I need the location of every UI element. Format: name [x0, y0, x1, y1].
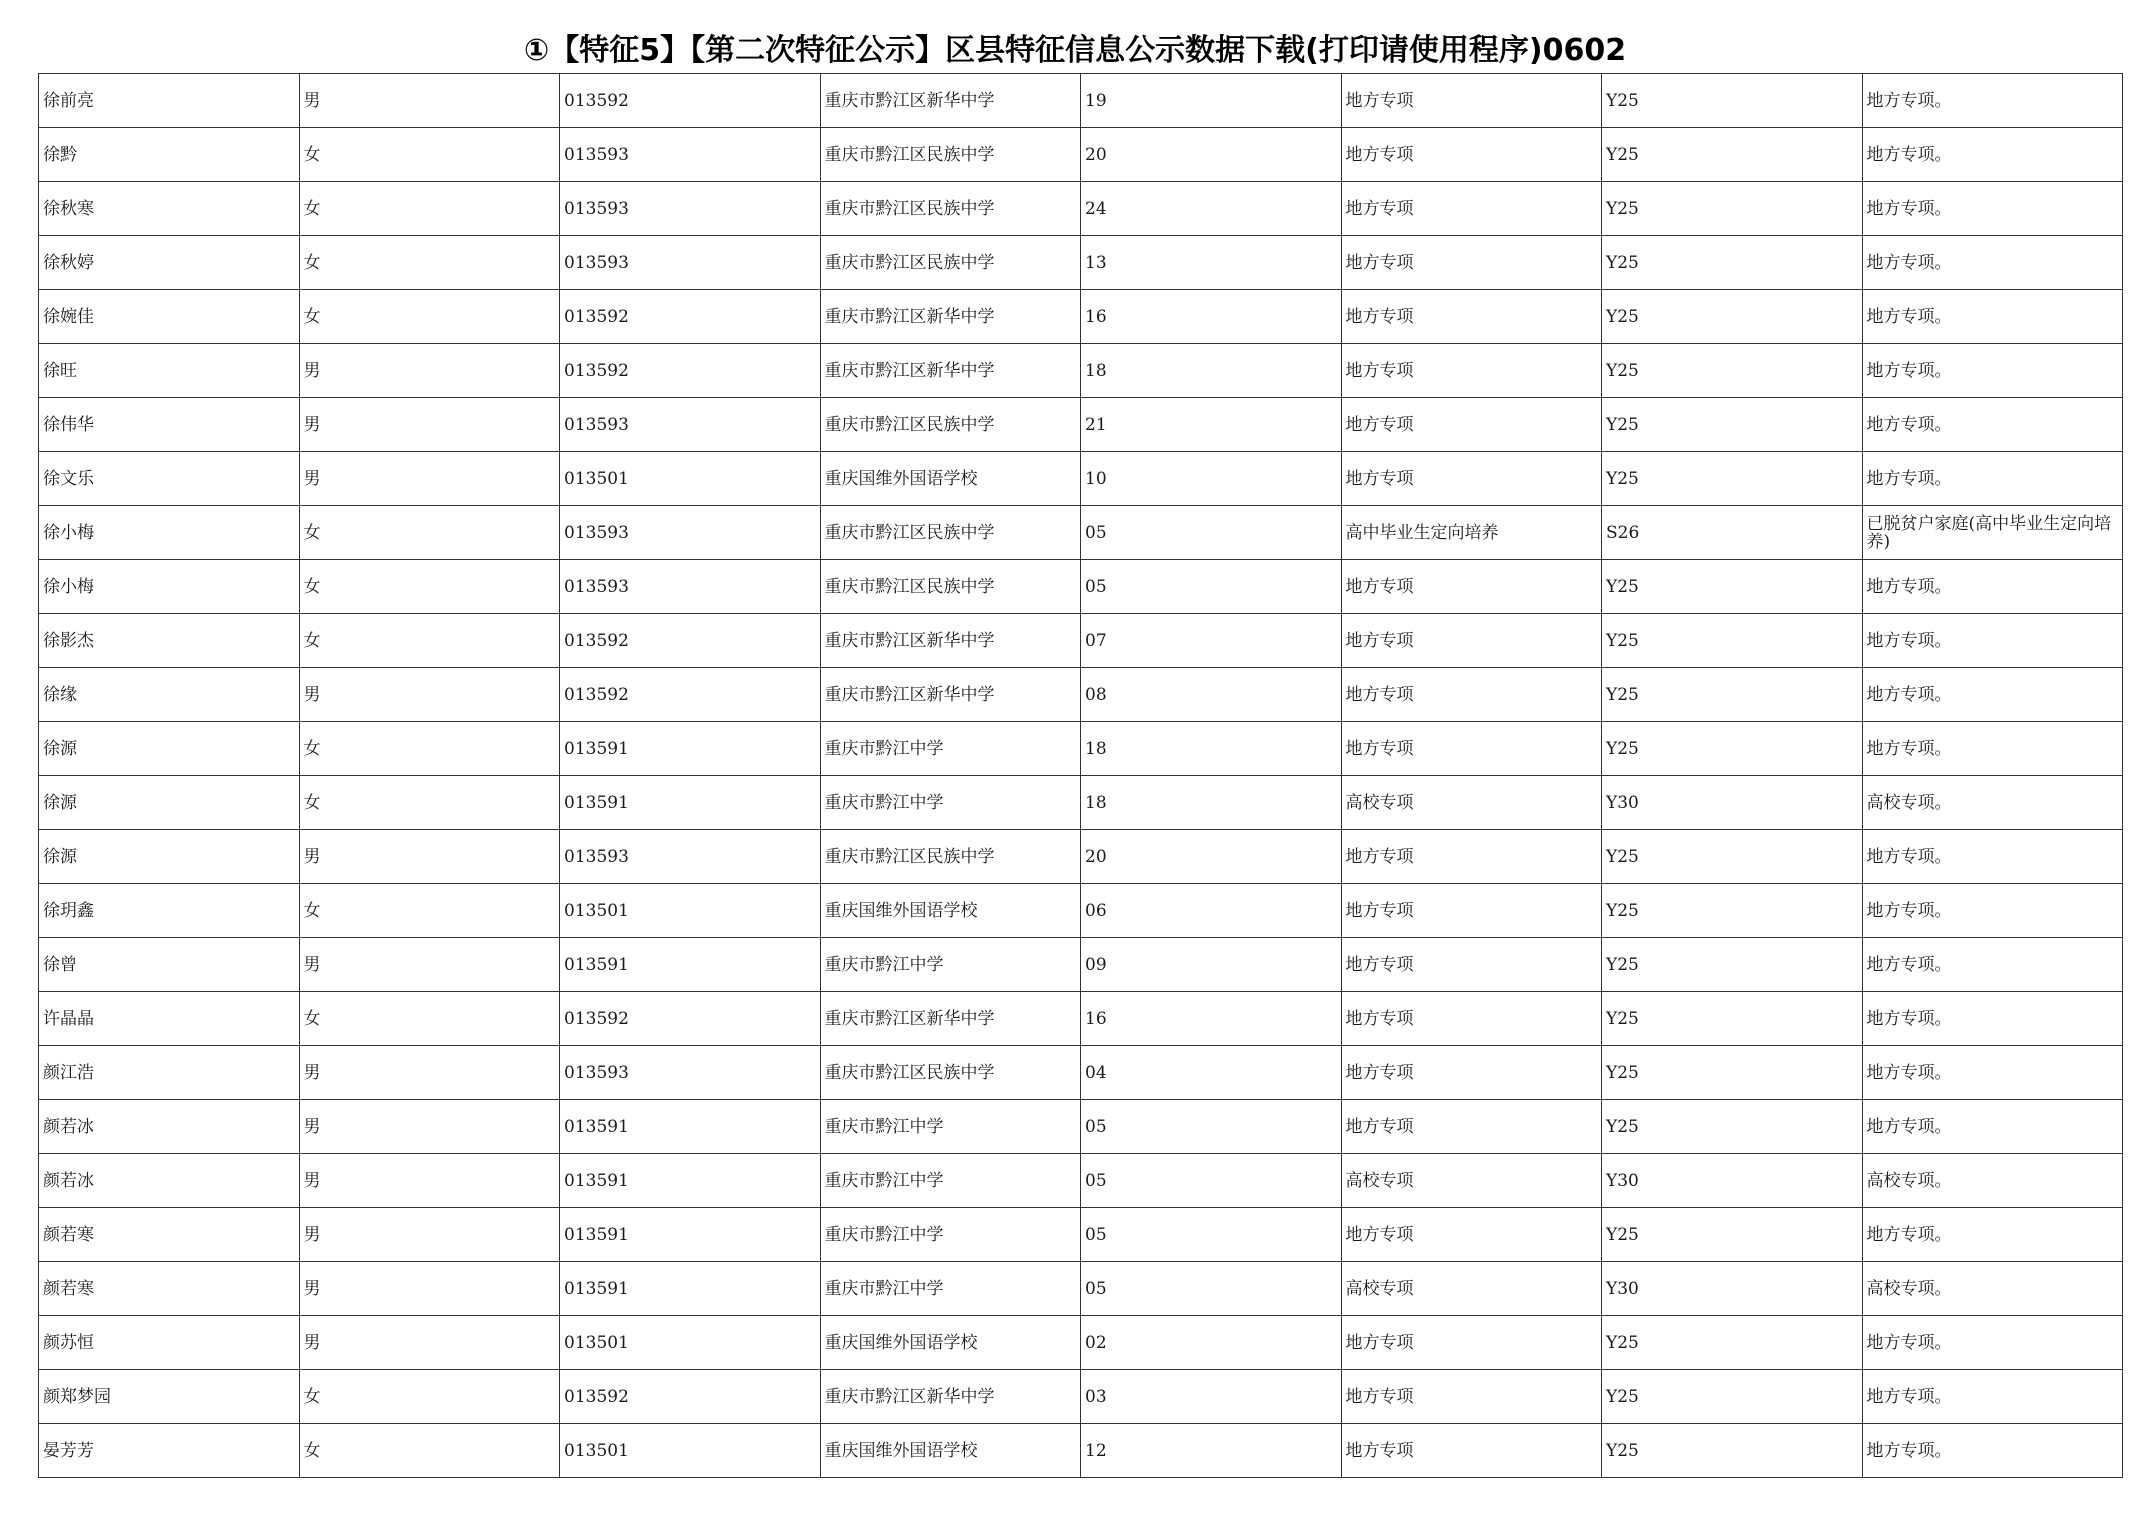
school-code-cell: 013592 — [560, 614, 821, 668]
table-row — [39, 1370, 2123, 1424]
school-code-cell: 013501 — [560, 452, 821, 506]
school-code-cell: 013593 — [560, 560, 821, 614]
table-row — [39, 776, 2123, 830]
school-code-cell: 013591 — [560, 1262, 821, 1316]
category-cell: 地方专项 — [1341, 1208, 1602, 1262]
school-name-cell: 重庆国维外国语学校 — [820, 1316, 1081, 1370]
remark-cell: 地方专项。 — [1862, 1046, 2123, 1100]
name-cell: 颜郑梦园 — [39, 1370, 300, 1424]
category-cell: 地方专项 — [1341, 74, 1602, 128]
category-cell: 地方专项 — [1341, 398, 1602, 452]
gender-cell: 女 — [299, 884, 560, 938]
page-title: ①【特征5】【第二次特征公示】区县特征信息公示数据下载(打印请使用程序)0602 — [523, 33, 1627, 68]
school-code-cell: 013592 — [560, 668, 821, 722]
school-name-cell: 重庆市黔江区民族中学 — [820, 830, 1081, 884]
remark-cell: 地方专项。 — [1862, 452, 2123, 506]
name-cell: 徐小梅 — [39, 560, 300, 614]
table-row — [39, 1100, 2123, 1154]
remark-cell: 地方专项。 — [1862, 128, 2123, 182]
code-cell: Y25 — [1602, 722, 1863, 776]
category-cell: 高中毕业生定向培养 — [1341, 506, 1602, 560]
category-cell: 地方专项 — [1341, 992, 1602, 1046]
remark-cell: 地方专项。 — [1862, 722, 2123, 776]
name-cell: 颜若寒 — [39, 1208, 300, 1262]
school-name-cell: 重庆市黔江区民族中学 — [820, 506, 1081, 560]
school-name-cell: 重庆市黔江区民族中学 — [820, 128, 1081, 182]
school-code-cell: 013593 — [560, 506, 821, 560]
gender-cell: 女 — [299, 992, 560, 1046]
gender-cell: 女 — [299, 560, 560, 614]
code-cell: Y25 — [1602, 668, 1863, 722]
table-row — [39, 506, 2123, 560]
name-cell: 徐秋婷 — [39, 236, 300, 290]
school-name-cell: 重庆市黔江区新华中学 — [820, 74, 1081, 128]
school-name-cell: 重庆国维外国语学校 — [820, 884, 1081, 938]
remark-cell: 地方专项。 — [1862, 1370, 2123, 1424]
class-cell: 05 — [1081, 1154, 1342, 1208]
table-row — [39, 1262, 2123, 1316]
class-cell: 08 — [1081, 668, 1342, 722]
name-cell: 许晶晶 — [39, 992, 300, 1046]
class-cell: 09 — [1081, 938, 1342, 992]
school-code-cell: 013593 — [560, 1046, 821, 1100]
code-cell: Y25 — [1602, 884, 1863, 938]
table-row — [39, 236, 2123, 290]
class-cell: 05 — [1081, 506, 1342, 560]
code-cell: Y25 — [1602, 1208, 1863, 1262]
class-cell: 03 — [1081, 1370, 1342, 1424]
category-cell: 高校专项 — [1341, 1154, 1602, 1208]
school-code-cell: 013592 — [560, 74, 821, 128]
school-name-cell: 重庆国维外国语学校 — [820, 1424, 1081, 1478]
remark-cell: 地方专项。 — [1862, 344, 2123, 398]
table-row — [39, 1154, 2123, 1208]
category-cell: 地方专项 — [1341, 452, 1602, 506]
school-code-cell: 013591 — [560, 1154, 821, 1208]
name-cell: 晏芳芳 — [39, 1424, 300, 1478]
table-row — [39, 830, 2123, 884]
code-cell: Y25 — [1602, 1046, 1863, 1100]
table-row — [39, 560, 2123, 614]
gender-cell: 男 — [299, 1046, 560, 1100]
school-code-cell: 013591 — [560, 1208, 821, 1262]
remark-cell: 地方专项。 — [1862, 290, 2123, 344]
name-cell: 徐影杰 — [39, 614, 300, 668]
category-cell: 地方专项 — [1341, 1316, 1602, 1370]
class-cell: 18 — [1081, 722, 1342, 776]
class-cell: 16 — [1081, 290, 1342, 344]
school-name-cell: 重庆市黔江区民族中学 — [820, 560, 1081, 614]
school-code-cell: 013592 — [560, 1370, 821, 1424]
gender-cell: 男 — [299, 1208, 560, 1262]
category-cell: 地方专项 — [1341, 182, 1602, 236]
table-row — [39, 992, 2123, 1046]
remark-cell: 地方专项。 — [1862, 668, 2123, 722]
name-cell: 徐旺 — [39, 344, 300, 398]
category-cell: 地方专项 — [1341, 290, 1602, 344]
category-cell: 地方专项 — [1341, 830, 1602, 884]
school-code-cell: 013592 — [560, 290, 821, 344]
name-cell: 徐玥鑫 — [39, 884, 300, 938]
category-cell: 地方专项 — [1341, 344, 1602, 398]
table-row — [39, 182, 2123, 236]
school-code-cell: 013591 — [560, 1100, 821, 1154]
class-cell: 18 — [1081, 776, 1342, 830]
class-cell: 05 — [1081, 1208, 1342, 1262]
gender-cell: 男 — [299, 398, 560, 452]
gender-cell: 男 — [299, 452, 560, 506]
gender-cell: 女 — [299, 128, 560, 182]
class-cell: 20 — [1081, 830, 1342, 884]
name-cell: 徐文乐 — [39, 452, 300, 506]
table-row — [39, 1424, 2123, 1478]
school-name-cell: 重庆市黔江区民族中学 — [820, 236, 1081, 290]
code-cell: Y25 — [1602, 398, 1863, 452]
remark-cell: 地方专项。 — [1862, 74, 2123, 128]
table-row — [39, 668, 2123, 722]
remark-cell: 地方专项。 — [1862, 938, 2123, 992]
class-cell: 19 — [1081, 74, 1342, 128]
table-row — [39, 128, 2123, 182]
category-cell: 地方专项 — [1341, 884, 1602, 938]
class-cell: 02 — [1081, 1316, 1342, 1370]
code-cell: Y25 — [1602, 1424, 1863, 1478]
school-name-cell: 重庆市黔江区新华中学 — [820, 290, 1081, 344]
gender-cell: 男 — [299, 1262, 560, 1316]
name-cell: 徐黔 — [39, 128, 300, 182]
remark-cell: 地方专项。 — [1862, 560, 2123, 614]
school-code-cell: 013501 — [560, 1424, 821, 1478]
gender-cell: 男 — [299, 344, 560, 398]
table-row — [39, 614, 2123, 668]
table-row — [39, 74, 2123, 128]
code-cell: Y25 — [1602, 344, 1863, 398]
table-row — [39, 1208, 2123, 1262]
gender-cell: 女 — [299, 1424, 560, 1478]
school-name-cell: 重庆市黔江区新华中学 — [820, 992, 1081, 1046]
table-row — [39, 938, 2123, 992]
class-cell: 16 — [1081, 992, 1342, 1046]
category-cell: 地方专项 — [1341, 668, 1602, 722]
school-name-cell: 重庆市黔江中学 — [820, 1262, 1081, 1316]
gender-cell: 女 — [299, 614, 560, 668]
category-cell: 地方专项 — [1341, 1370, 1602, 1424]
name-cell: 颜江浩 — [39, 1046, 300, 1100]
class-cell: 05 — [1081, 560, 1342, 614]
gender-cell: 女 — [299, 776, 560, 830]
name-cell: 颜苏恒 — [39, 1316, 300, 1370]
gender-cell: 女 — [299, 722, 560, 776]
remark-cell: 地方专项。 — [1862, 398, 2123, 452]
school-name-cell: 重庆市黔江区新华中学 — [820, 614, 1081, 668]
name-cell: 颜若寒 — [39, 1262, 300, 1316]
gender-cell: 女 — [299, 290, 560, 344]
name-cell: 徐曾 — [39, 938, 300, 992]
category-cell: 地方专项 — [1341, 938, 1602, 992]
name-cell: 徐婉佳 — [39, 290, 300, 344]
school-name-cell: 重庆市黔江区新华中学 — [820, 668, 1081, 722]
category-cell: 高校专项 — [1341, 776, 1602, 830]
class-cell: 13 — [1081, 236, 1342, 290]
gender-cell: 女 — [299, 182, 560, 236]
class-cell: 21 — [1081, 398, 1342, 452]
remark-cell: 高校专项。 — [1862, 1154, 2123, 1208]
category-cell: 地方专项 — [1341, 236, 1602, 290]
school-code-cell: 013591 — [560, 776, 821, 830]
school-name-cell: 重庆市黔江中学 — [820, 776, 1081, 830]
school-name-cell: 重庆市黔江区新华中学 — [820, 1370, 1081, 1424]
school-code-cell: 013593 — [560, 128, 821, 182]
class-cell: 05 — [1081, 1100, 1342, 1154]
name-cell: 颜若冰 — [39, 1100, 300, 1154]
code-cell: Y25 — [1602, 992, 1863, 1046]
gender-cell: 男 — [299, 830, 560, 884]
school-code-cell: 013593 — [560, 830, 821, 884]
code-cell: Y25 — [1602, 128, 1863, 182]
school-code-cell: 013591 — [560, 722, 821, 776]
category-cell: 地方专项 — [1341, 1046, 1602, 1100]
class-cell: 10 — [1081, 452, 1342, 506]
category-cell: 高校专项 — [1341, 1262, 1602, 1316]
category-cell: 地方专项 — [1341, 614, 1602, 668]
gender-cell: 女 — [299, 236, 560, 290]
data-table — [38, 73, 2123, 1478]
school-name-cell: 重庆市黔江中学 — [820, 1100, 1081, 1154]
gender-cell: 男 — [299, 668, 560, 722]
remark-cell: 地方专项。 — [1862, 614, 2123, 668]
school-name-cell: 重庆市黔江中学 — [820, 1154, 1081, 1208]
code-cell: Y25 — [1602, 290, 1863, 344]
remark-cell: 地方专项。 — [1862, 884, 2123, 938]
remark-cell: 高校专项。 — [1862, 1262, 2123, 1316]
category-cell: 地方专项 — [1341, 1424, 1602, 1478]
code-cell: Y25 — [1602, 1100, 1863, 1154]
school-name-cell: 重庆市黔江中学 — [820, 938, 1081, 992]
category-cell: 地方专项 — [1341, 1100, 1602, 1154]
school-code-cell: 013591 — [560, 938, 821, 992]
code-cell: Y25 — [1602, 560, 1863, 614]
code-cell: Y25 — [1602, 1316, 1863, 1370]
remark-cell: 地方专项。 — [1862, 992, 2123, 1046]
gender-cell: 男 — [299, 1316, 560, 1370]
code-cell: Y30 — [1602, 1154, 1863, 1208]
remark-cell: 地方专项。 — [1862, 1316, 2123, 1370]
school-code-cell: 013501 — [560, 884, 821, 938]
school-code-cell: 013593 — [560, 182, 821, 236]
table-row — [39, 452, 2123, 506]
table-row — [39, 344, 2123, 398]
school-name-cell: 重庆市黔江区民族中学 — [820, 398, 1081, 452]
category-cell: 地方专项 — [1341, 128, 1602, 182]
school-code-cell: 013501 — [560, 1316, 821, 1370]
school-code-cell: 013593 — [560, 236, 821, 290]
gender-cell: 女 — [299, 1370, 560, 1424]
school-code-cell: 013593 — [560, 398, 821, 452]
school-name-cell: 重庆国维外国语学校 — [820, 452, 1081, 506]
table-row — [39, 398, 2123, 452]
name-cell: 颜若冰 — [39, 1154, 300, 1208]
name-cell: 徐秋寒 — [39, 182, 300, 236]
school-name-cell: 重庆市黔江区民族中学 — [820, 182, 1081, 236]
class-cell: 05 — [1081, 1262, 1342, 1316]
school-code-cell: 013592 — [560, 344, 821, 398]
code-cell: Y25 — [1602, 938, 1863, 992]
category-cell: 地方专项 — [1341, 560, 1602, 614]
class-cell: 20 — [1081, 128, 1342, 182]
school-name-cell: 重庆市黔江中学 — [820, 722, 1081, 776]
name-cell: 徐小梅 — [39, 506, 300, 560]
code-cell: Y25 — [1602, 74, 1863, 128]
remark-cell: 地方专项。 — [1862, 1424, 2123, 1478]
code-cell: Y30 — [1602, 776, 1863, 830]
name-cell: 徐伟华 — [39, 398, 300, 452]
name-cell: 徐源 — [39, 830, 300, 884]
code-cell: Y25 — [1602, 452, 1863, 506]
class-cell: 24 — [1081, 182, 1342, 236]
table-container — [38, 73, 2122, 1478]
code-cell: Y25 — [1602, 182, 1863, 236]
gender-cell: 男 — [299, 1100, 560, 1154]
name-cell: 徐源 — [39, 776, 300, 830]
school-name-cell: 重庆市黔江区新华中学 — [820, 344, 1081, 398]
class-cell: 06 — [1081, 884, 1342, 938]
school-name-cell: 重庆市黔江中学 — [820, 1208, 1081, 1262]
table-row — [39, 722, 2123, 776]
code-cell: S26 — [1602, 506, 1863, 560]
school-name-cell: 重庆市黔江区民族中学 — [820, 1046, 1081, 1100]
gender-cell: 男 — [299, 1154, 560, 1208]
table-row — [39, 884, 2123, 938]
remark-cell: 地方专项。 — [1862, 830, 2123, 884]
class-cell: 04 — [1081, 1046, 1342, 1100]
name-cell: 徐前亮 — [39, 74, 300, 128]
table-body — [39, 74, 2123, 1478]
gender-cell: 女 — [299, 506, 560, 560]
class-cell: 07 — [1081, 614, 1342, 668]
name-cell: 徐缘 — [39, 668, 300, 722]
remark-cell: 地方专项。 — [1862, 236, 2123, 290]
code-cell: Y25 — [1602, 614, 1863, 668]
gender-cell: 男 — [299, 74, 560, 128]
table-row — [39, 1316, 2123, 1370]
table-row — [39, 290, 2123, 344]
remark-cell: 高校专项。 — [1862, 776, 2123, 830]
category-cell: 地方专项 — [1341, 722, 1602, 776]
code-cell: Y25 — [1602, 236, 1863, 290]
name-cell: 徐源 — [39, 722, 300, 776]
code-cell: Y25 — [1602, 1370, 1863, 1424]
remark-cell: 地方专项。 — [1862, 1100, 2123, 1154]
class-cell: 18 — [1081, 344, 1342, 398]
class-cell: 12 — [1081, 1424, 1342, 1478]
remark-cell: 地方专项。 — [1862, 1208, 2123, 1262]
school-code-cell: 013592 — [560, 992, 821, 1046]
table-row — [39, 1046, 2123, 1100]
code-cell: Y30 — [1602, 1262, 1863, 1316]
remark-cell: 已脱贫户家庭(高中毕业生定向培养) — [1862, 506, 2123, 560]
remark-cell: 地方专项。 — [1862, 182, 2123, 236]
code-cell: Y25 — [1602, 830, 1863, 884]
gender-cell: 男 — [299, 938, 560, 992]
